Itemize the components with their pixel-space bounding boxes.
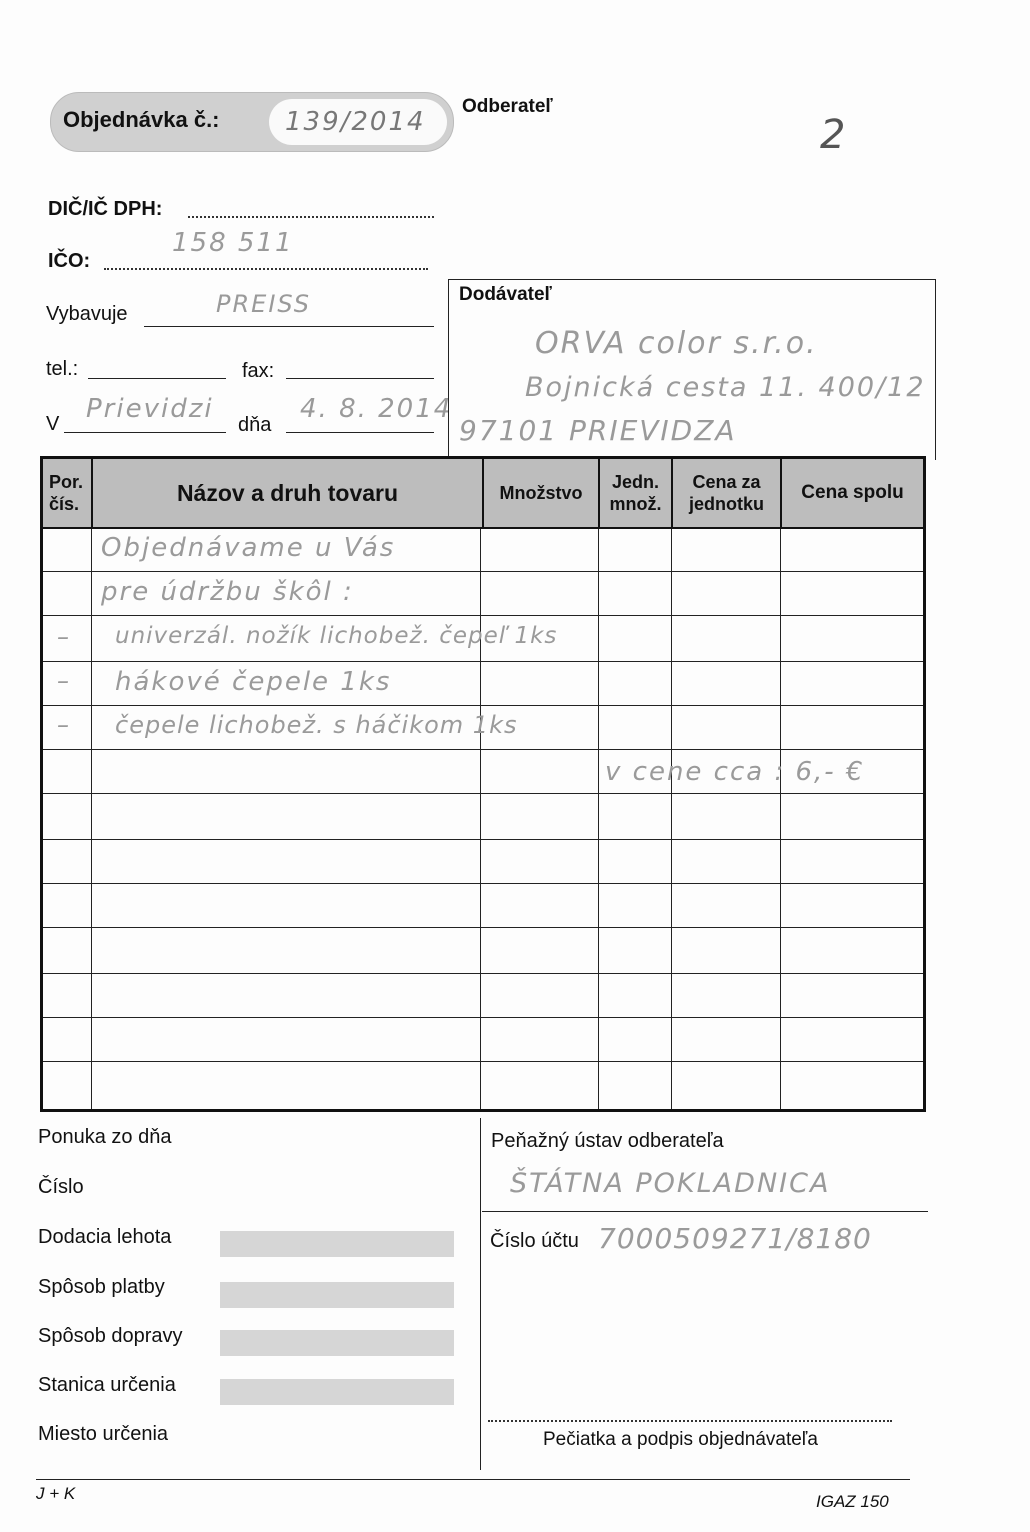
order-number-box bbox=[50, 92, 454, 152]
col-header-unit-price: Cena za jednotku bbox=[673, 459, 782, 527]
tel-label: tel.: bbox=[46, 358, 79, 380]
col-header-number: Por. čís. bbox=[43, 459, 93, 527]
ico-value: 158 511 bbox=[172, 228, 294, 258]
supplier-line2: Bojnická cesta 11. 400/12 bbox=[525, 372, 926, 403]
dic-field bbox=[188, 200, 434, 218]
supplier-line1: ORVA color s.r.o. bbox=[535, 326, 818, 361]
ico-label: IČO: bbox=[48, 250, 91, 272]
signature-label: Pečiatka a podpis objednávateľa bbox=[543, 1429, 818, 1450]
fax-field bbox=[286, 358, 434, 379]
signature-line bbox=[488, 1406, 892, 1422]
handled-label: Vybavuje bbox=[46, 303, 128, 325]
col-header-total: Cena spolu bbox=[782, 459, 923, 527]
customer-label: Odberateľ bbox=[462, 96, 553, 117]
row-number: – bbox=[57, 711, 71, 739]
date-value: 4. 8. 2014 bbox=[300, 394, 453, 424]
supplier-label: Dodávateľ bbox=[459, 284, 552, 305]
bank-value: ŠTÁTNA POKLADNICA bbox=[510, 1168, 831, 1199]
row-text: čepele lichobež. s háčikom 1ks bbox=[115, 711, 518, 739]
col-header-name: Názov a druh tovaru bbox=[93, 459, 484, 527]
bank-line bbox=[482, 1211, 928, 1212]
destination-label: Miesto určenia bbox=[38, 1423, 169, 1445]
bottom-line bbox=[36, 1479, 910, 1480]
order-label: Objednávka č.: bbox=[63, 107, 220, 132]
row-text: hákové čepele 1ks bbox=[115, 667, 392, 697]
col-header-unit: Jedn. množ. bbox=[600, 459, 673, 527]
price-note: v cene cca : 6,- € bbox=[605, 757, 865, 787]
delivery-label: Dodacia lehota bbox=[38, 1226, 172, 1248]
payment-label: Spôsob platby bbox=[38, 1276, 165, 1298]
bottom-left-text: J + K bbox=[36, 1484, 76, 1503]
supplier-line3: 97101 PRIEVIDZA bbox=[459, 414, 737, 447]
supplier-box bbox=[448, 279, 936, 460]
items-table bbox=[40, 456, 926, 1112]
account-value: 7000509271/8180 bbox=[598, 1222, 872, 1255]
page-mark: 2 bbox=[820, 112, 848, 158]
dic-label: DIČ/IČ DPH: bbox=[48, 198, 163, 220]
station-field bbox=[220, 1379, 454, 1405]
place-value: Prievidzi bbox=[86, 394, 214, 424]
row-text: univerzál. nožík lichobež. čepeľ 1ks bbox=[115, 623, 558, 649]
row-text: Objednávame u Vás bbox=[101, 533, 396, 563]
place-label: V bbox=[46, 413, 60, 435]
date-label: dňa bbox=[238, 414, 272, 436]
fax-label: fax: bbox=[242, 360, 275, 382]
col-header-quantity: Množstvo bbox=[484, 459, 600, 527]
delivery-field bbox=[220, 1231, 454, 1257]
row-text: pre údržbu škôl : bbox=[101, 577, 354, 607]
order-number-field bbox=[269, 99, 447, 145]
account-label: Číslo účtu bbox=[490, 1230, 579, 1252]
row-number: – bbox=[57, 623, 71, 651]
row-number: – bbox=[57, 667, 71, 695]
station-label: Stanica určenia bbox=[38, 1374, 176, 1396]
bank-label: Peňažný ústav odberateľa bbox=[491, 1130, 724, 1152]
offer-label: Ponuka zo dňa bbox=[38, 1126, 172, 1148]
footer-divider bbox=[480, 1118, 481, 1470]
form-code: IGAZ 150 bbox=[816, 1492, 889, 1511]
transport-label: Spôsob dopravy bbox=[38, 1325, 183, 1347]
number-label: Číslo bbox=[38, 1176, 84, 1198]
transport-field bbox=[220, 1330, 454, 1356]
payment-field bbox=[220, 1282, 454, 1308]
handled-value: PREISS bbox=[216, 290, 312, 318]
tel-field bbox=[88, 358, 226, 379]
order-number: 139/2014 bbox=[285, 107, 426, 137]
